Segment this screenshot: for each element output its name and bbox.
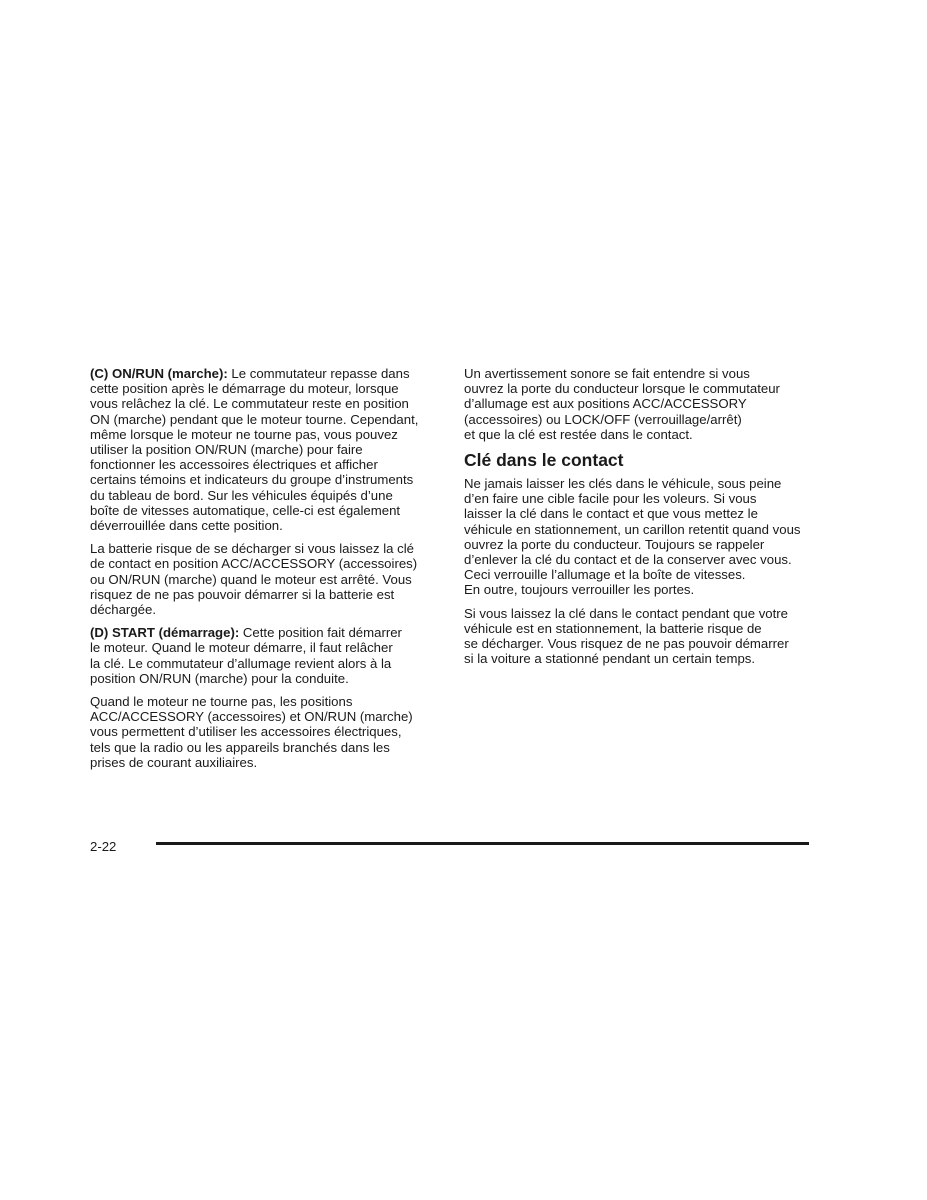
text-line: si la voiture a stationné pendant un certain temps. (464, 651, 756, 667)
text-line: vous permettent d’utiliser les accessoires électriques, (90, 724, 402, 740)
paragraph-battery-warning (90, 541, 440, 617)
text-line: fonctionner les accessoires électriques et afficher (90, 457, 378, 473)
paragraph-chime (464, 366, 814, 442)
paragraph-key-in-ignition (464, 476, 814, 598)
paragraph-battery-discharge (464, 606, 814, 667)
text-line: Quand le moteur ne tourne pas, les positions (90, 694, 353, 710)
text-line: La batterie risque de se décharger si vous laissez la clé (90, 541, 415, 557)
text-line: Ceci verrouille l’allumage et la boîte de vitesses. (464, 567, 746, 583)
text-line: se décharger. Vous risquez de ne pas pouvoir démarrer (464, 636, 789, 652)
paragraph-on-run (90, 366, 440, 533)
text-line: ON (marche) pendant que le moteur tourne. Cependant, (90, 411, 419, 427)
text-line: ACC/ACCESSORY (accessoires) et ON/RUN (marche) (90, 709, 413, 725)
left-column (90, 366, 440, 778)
paragraph-start (90, 625, 440, 686)
text-span: Cette position fait démarrer (239, 625, 402, 641)
text-line: ou ON/RUN (marche) quand le moteur est arrêté. Vous (90, 571, 412, 587)
term-start: (D) START (démarrage): (90, 625, 240, 641)
text-line: utiliser la position ON/RUN (marche) pour faire (90, 442, 363, 458)
page-number: 2-22 (90, 839, 117, 854)
text-line: certains témoins et indicateurs du groupe d’instruments (90, 472, 414, 488)
text-line: déverrouillée dans cette position. (90, 518, 283, 534)
paragraph-accessories (90, 694, 440, 770)
text-line: la clé. Le commutateur d’allumage revient alors à la (90, 655, 392, 671)
text-line: prises de courant auxiliaires. (90, 754, 258, 770)
text-line: d’allumage est aux positions ACC/ACCESSORY (464, 396, 747, 412)
text-line: le moteur. Quand le moteur démarre, il faut relâcher (90, 640, 393, 656)
text-line: d’en faire une cible facile pour les voleurs. Si vous (464, 491, 757, 507)
text-line: véhicule est en stationnement, la batterie risque de (464, 620, 762, 636)
text-line: et que la clé est restée dans le contact. (464, 426, 693, 442)
paragraph-first-line (90, 625, 440, 640)
text-line: Un avertissement sonore se fait entendre si vous (464, 366, 750, 381)
text-line: position ON/RUN (marche) pour la conduite. (90, 670, 349, 686)
text-line: (accessoires) ou LOCK/OFF (verrouillage/arrêt) (464, 411, 742, 427)
text-line: de contact en position ACC/ACCESSORY (accessoires) (90, 556, 418, 572)
text-line: cette position après le démarrage du moteur, lorsque (90, 381, 399, 397)
text-line: d’enlever la clé du contact et de la conserver avec vous. (464, 552, 792, 568)
right-column (464, 366, 814, 674)
text-line: véhicule en stationnement, un carillon retentit quand vous (464, 521, 801, 537)
text-line: du tableau de bord. Sur les véhicules équipés d’une (90, 487, 393, 503)
text-line: ouvrez la porte du conducteur. Toujours se rappeler (464, 536, 765, 552)
paragraph-first-line (90, 366, 440, 381)
text-line: ouvrez la porte du conducteur lorsque le commutateur (464, 381, 780, 397)
text-line: déchargée. (90, 602, 156, 618)
text-span: Le commutateur repasse dans (227, 366, 410, 381)
text-line: Si vous laissez la clé dans le contact pendant que votre (464, 605, 789, 621)
text-line: boîte de vitesses automatique, celle-ci est également (90, 502, 401, 518)
text-line: laisser la clé dans le contact et que vous mettez le (464, 506, 758, 522)
text-line: risquez de ne pas pouvoir démarrer si la batterie est (90, 586, 395, 602)
text-line: même lorsque le moteur ne tourne pas, vous pouvez (90, 426, 398, 442)
text-line: tels que la radio ou les appareils branchés dans les (90, 739, 390, 755)
text-line: En outre, toujours verrouiller les portes. (464, 582, 695, 598)
text-line: vous relâchez la clé. Le commutateur reste en position (90, 396, 409, 412)
footer-rule (156, 842, 809, 845)
section-heading: Clé dans le contact (464, 450, 624, 471)
text-line: Ne jamais laisser les clés dans le véhicule, sous peine (464, 476, 782, 492)
term-on-run: (C) ON/RUN (marche): (90, 366, 228, 381)
